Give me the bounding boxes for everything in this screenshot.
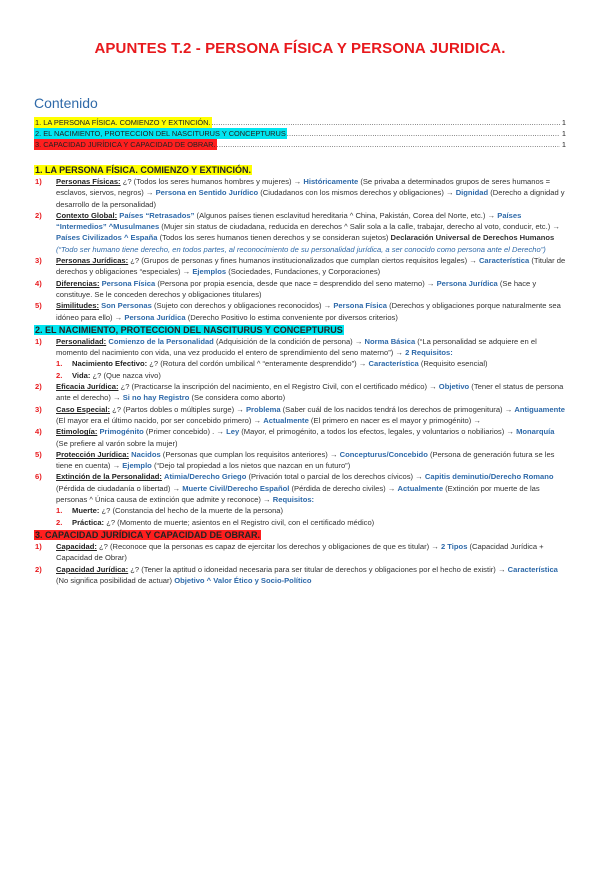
toc-entry-text[interactable]: 3. CAPACIDAD JURÍDICA Y CAPACIDAD DE OBRAR.	[35, 140, 216, 149]
toc-leader	[212, 117, 560, 128]
item-term: Países Civilizados ^ España	[56, 233, 158, 243]
item-term: Persona Física	[333, 301, 387, 311]
item-term: Ejemplos	[192, 267, 227, 277]
list-item	[34, 449, 566, 472]
item-text: ¿? (Rotura del cordón umbilical ^ “enteramente desprendido”) →	[147, 359, 369, 369]
item-text: (Mayor, el primogénito, a todos los efectos, legales, y voluntarios o nobiliarios) →	[239, 427, 517, 437]
sub-list-item	[34, 358, 566, 369]
item-term: Son Personas	[101, 301, 152, 311]
item-term: Nacidos	[131, 449, 161, 459]
item-key: Diferencias:	[56, 278, 100, 288]
item-text: (Se hace y constituye. Se le conceden derechos y obligaciones titulares)	[56, 278, 537, 299]
item-text: ¿? (Practicarse la inscripción del nacimiento, en el Registro Civil, con el certificado médico) →	[118, 382, 439, 392]
section-3-list	[34, 541, 566, 586]
item-text: (El primero en nacer es el mayor y primogénito) →	[308, 415, 481, 425]
item-text: (No significa posibilidad de actuar)	[56, 575, 175, 585]
item-term: Monarquía	[516, 427, 555, 437]
item-text: ¿? (Tener la aptitud o idoneidad necesaria para ser titular de derechos y obligaciones por el hecho de existir) →	[128, 564, 508, 574]
item-text: ¿? (Todos los seres humanos hombres y mujeres) →	[120, 177, 304, 186]
page-title: APUNTES T.2 - PERSONA FÍSICA Y PERSONA JURIDICA.	[94, 40, 506, 57]
toc-page-number: 1	[561, 140, 566, 149]
item-number: 2.	[56, 517, 63, 527]
item-number: 2)	[35, 382, 42, 392]
toc-entry[interactable]	[34, 139, 566, 150]
list-item	[34, 210, 566, 255]
item-key: Eficacia Jurídica:	[56, 382, 119, 392]
item-key: Muerte:	[72, 506, 100, 516]
item-term: Capitis deminutio/Derecho Romano	[424, 472, 554, 482]
item-text: (Algunos países tienen esclavitud hereditaria ^ China, Pakistán, Corea del Norte, etc.) →	[194, 210, 498, 220]
item-term: Si no hay Registro	[122, 393, 190, 403]
sub-list-item	[34, 505, 566, 516]
item-key: Caso Especial:	[56, 404, 111, 414]
item-term: Actualmente	[397, 483, 444, 493]
item-text: ¿? (Partos dobles o múltiples surge) →	[110, 404, 246, 414]
item-term: 2 Requisitos:	[405, 348, 453, 358]
item-text: (Se considera como aborto)	[189, 393, 286, 403]
item-number: 2)	[35, 210, 42, 220]
item-text: (Derechos y obligaciones porque naturalmente sea idóneo para ello) →	[56, 301, 561, 322]
item-term: Característica	[368, 359, 419, 369]
item-number: 4)	[35, 427, 42, 437]
item-term: Históricamente	[303, 177, 359, 186]
item-text: (Tener el status de persona ante el derecho) →	[56, 382, 564, 403]
item-number: 1.	[56, 359, 63, 369]
item-term: Primogénito	[99, 427, 144, 437]
item-quote: (“Todo ser humano tiene derecho, en todos partes, al reconocimiento de su personalidad jurídica, a ser conocido como persona ante el Derecho”)	[56, 244, 546, 254]
item-key: Etimología:	[56, 427, 98, 437]
item-text: (Derecho a dignidad y desarrollo de la personalidad)	[56, 188, 565, 209]
item-term: Persona Jurídica	[124, 312, 186, 322]
item-term: Atimia/Derecho Griego	[164, 472, 247, 482]
item-text: (Sociedades, Fundaciones, y Corporaciones)	[226, 267, 381, 277]
item-term: Característica	[507, 564, 558, 574]
item-text: (Persona de generación futura se les tiene en cuenta) →	[56, 449, 555, 471]
item-key: Extinción de la Personalidad:	[56, 472, 162, 482]
item-text: (Requisito esencial)	[418, 359, 488, 369]
item-text: ¿? (Reconoce que la personas es capaz de ejercitar los derechos y obligaciones de que es titular) →	[96, 541, 441, 551]
item-text: (Privación total o parcial de los derechos cívicos) →	[246, 472, 425, 482]
item-key: Vida:	[72, 370, 91, 380]
item-number: 5)	[35, 301, 42, 311]
item-number: 4)	[35, 278, 42, 288]
item-key: Personas Jurídicas:	[56, 256, 129, 266]
toc-heading: Contenido	[34, 95, 98, 111]
list-item	[34, 404, 566, 427]
item-text: (Derecho Positivo lo estima conveniente por diversos criterios)	[185, 312, 398, 322]
item-number: 1)	[35, 541, 42, 551]
section-2-list	[34, 336, 566, 528]
item-key: Personalidad:	[56, 336, 107, 346]
item-number: 3)	[35, 256, 42, 266]
item-key: Personas Físicas:	[56, 177, 121, 186]
item-key: Nacimiento Efectivo:	[72, 359, 148, 369]
item-term: Muerte Civil/Derecho Español	[182, 483, 290, 493]
item-number: 2.	[56, 370, 63, 380]
item-term: Persona Física	[101, 278, 156, 288]
item-text: (“Dejo tal propiedad a los nietos que nazcan en un futuro”)	[151, 461, 351, 471]
list-item	[34, 336, 566, 359]
item-text: ¿? (Grupos de personas y fines humanos institucionalizados que cumplan ciertos requisitos legales) →	[128, 256, 479, 266]
item-text: (Se privaba a determinados grupos de seres humanos = esclavos, siervos, negros) →	[56, 177, 551, 198]
item-term: Requisitos:	[272, 495, 315, 505]
list-item	[34, 255, 566, 278]
item-key: Práctica:	[72, 517, 105, 527]
sub-list-item	[34, 370, 566, 381]
item-text: (Primer concebido) . →	[143, 427, 227, 437]
item-term: Norma Básica	[364, 336, 416, 346]
item-term: Objetivo ^ Valor Ético y Socio-Político	[174, 575, 312, 585]
item-text: (Persona por propia esencia, desde que nace = desprendido del seno materno) →	[155, 278, 437, 288]
toc-entry-text[interactable]: 2. EL NACIMIENTO, PROTECCION DEL NASCITURUS Y CONCEPTURUS	[35, 129, 286, 138]
section-heading-3	[34, 529, 566, 541]
list-item	[34, 300, 566, 323]
item-term: Declaración Universal de Derechos Humanos	[390, 233, 555, 243]
item-term: Antiguamente	[514, 404, 566, 414]
item-key: Contexto Global:	[56, 210, 118, 220]
list-item	[34, 426, 566, 449]
item-number: 3)	[35, 404, 42, 414]
list-item	[34, 176, 566, 210]
list-item	[34, 381, 566, 404]
item-text: (Extinción por muerte de las personas ^ Única causa de extinción que admite y reconoce) →	[56, 483, 540, 505]
item-number: 2)	[35, 564, 42, 574]
item-term: Países “Retrasados”	[119, 210, 195, 220]
item-term: Ejemplo	[122, 461, 152, 471]
toc-leader	[217, 139, 560, 150]
item-text: ¿? (Que nazca vivo)	[90, 370, 161, 380]
item-text: (Pérdida de ciudadanía o libertad) →	[56, 483, 183, 493]
item-text: (Todos los seres humanos tienen derechos y se consideran sujetos)	[157, 233, 391, 243]
section-title: 1. LA PERSONA FÍSICA. COMIENZO Y EXTINCIÓN.	[35, 165, 252, 175]
sub-list-item	[34, 517, 566, 528]
item-text: (Saber cuál de los nacidos tendrá los derechos de primogenitura) →	[280, 404, 515, 414]
toc-page-number: 1	[561, 129, 566, 138]
item-term: Dignidad	[455, 188, 489, 198]
item-number: 1)	[35, 336, 42, 346]
item-term: 2 Tipos	[440, 541, 468, 551]
item-term: Ley	[226, 427, 240, 437]
section-heading-2	[34, 324, 566, 336]
item-term: Persona Jurídica	[436, 278, 498, 288]
list-item	[34, 541, 566, 564]
item-text: (Se prefiere al varón sobre la mujer)	[56, 438, 178, 448]
document-page	[0, 40, 600, 888]
toc-entry[interactable]	[34, 117, 566, 128]
item-text: (Capacidad Jurídica + Capacidad de Obrar)	[56, 541, 544, 563]
toc-entry[interactable]	[34, 128, 566, 139]
toc-page-number: 1	[561, 118, 566, 127]
item-text: (El mayor era el último nacido, por ser concebido primero) →	[56, 415, 264, 425]
item-key: Similitudes:	[56, 301, 100, 311]
item-text: (Personas que cumplan los requisitos anteriores) →	[160, 449, 340, 459]
item-text: (Titular de derechos y obligaciones “especiales) →	[56, 256, 566, 277]
item-key: Capacidad:	[56, 541, 97, 551]
item-text: (Mujer sin status de ciudadana, reducida en derechos ^ Salir sola a la calle, trabajar, derecho al voto, conducir, etc.) →	[159, 222, 560, 232]
item-text: ¿? (Momento de muerte; asientos en el Registro civil, con el certificado médico)	[104, 517, 375, 527]
section-heading-1	[34, 164, 566, 176]
item-term: Objetivo	[438, 382, 470, 392]
item-term: Comienzo de la Personalidad	[106, 336, 214, 346]
item-number: 6)	[35, 472, 42, 482]
item-text: (“La personalidad se adquiere en el momento del nacimiento con vida, una vez producido el entero de sprendimiento del seno materno”) →	[56, 336, 537, 358]
list-item	[34, 564, 566, 587]
item-term: Característica	[478, 256, 530, 266]
item-term: Actualmente	[263, 415, 309, 425]
item-number: 1.	[56, 506, 63, 516]
item-number: 1)	[35, 177, 42, 186]
item-key: Capacidad Jurídica:	[56, 564, 129, 574]
item-text: (Ciudadanos con los mismos derechos y obligaciones) →	[258, 188, 456, 198]
section-title: 2. EL NACIMIENTO, PROTECCION DEL NASCITURUS Y CONCEPTURUS	[35, 324, 343, 335]
item-term: Problema	[245, 404, 281, 414]
toc-entry-text[interactable]: 1. LA PERSONA FÍSICA. COMIENZO Y EXTINCIÓN.	[35, 118, 211, 127]
item-key: Protección Jurídica:	[56, 449, 130, 459]
item-term: Persona en Sentido Jurídico	[155, 188, 259, 198]
item-text: (Pérdida de derecho civiles) →	[289, 483, 398, 493]
item-term: Países “Intermedios” ^Musulmanes	[56, 210, 522, 232]
list-item	[34, 278, 566, 301]
item-text: (Sujeto con derechos y obligaciones reconocidos) →	[151, 301, 334, 311]
item-term: Concepturus/Concebido	[339, 449, 428, 459]
section-1-list	[34, 176, 566, 323]
toc-leader	[287, 128, 560, 139]
section-title: 3. CAPACIDAD JURÍDICA Y CAPACIDAD DE OBRAR.	[35, 529, 261, 540]
item-text: (Adquisición de la condición de persona) →	[213, 336, 365, 346]
item-text: ¿? (Constancia del hecho de la muerte de la persona)	[99, 506, 284, 516]
list-item	[34, 471, 566, 505]
item-number: 5)	[35, 449, 42, 459]
